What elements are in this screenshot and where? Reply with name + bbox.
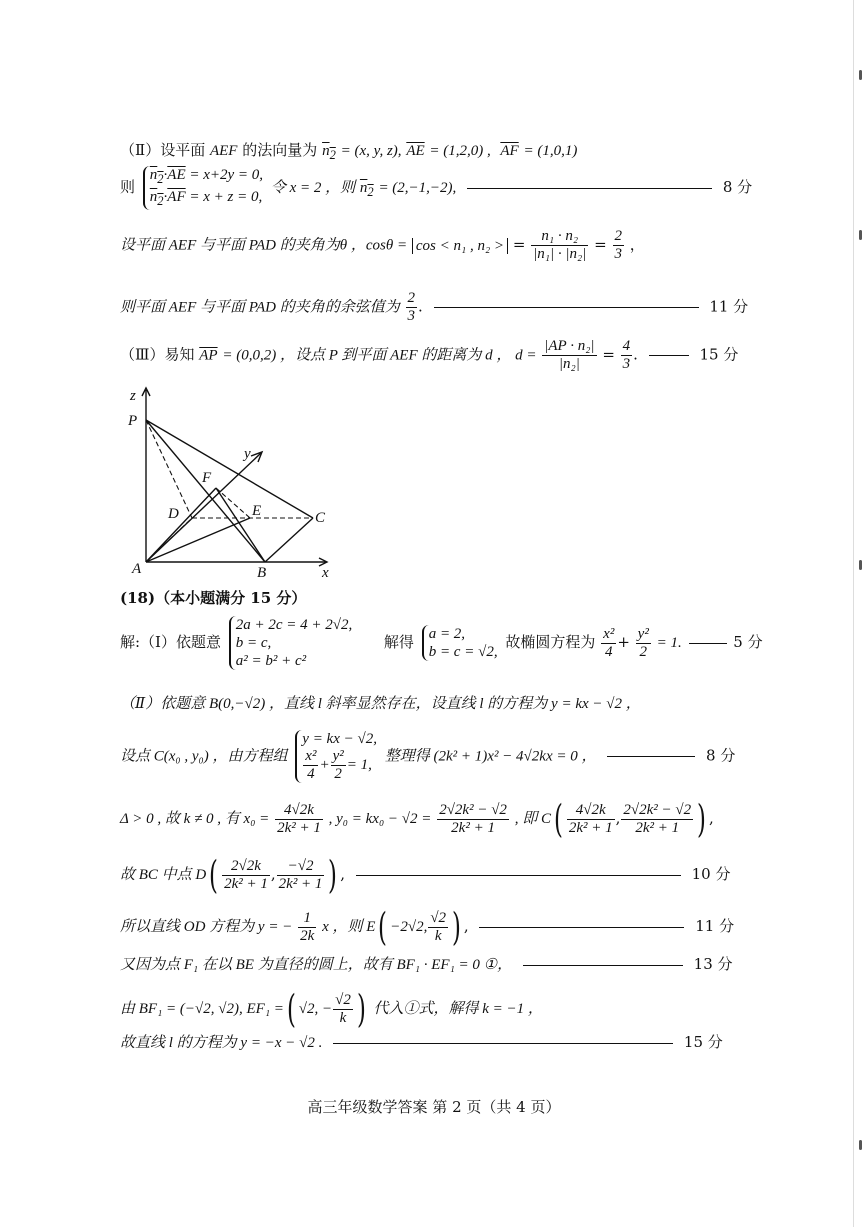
cos-fraction: $\frac{\text{n₁ · n₂}}{\text{|n₁| · |n₂|}}$ <box>533 228 587 262</box>
label-a: A <box>132 561 142 577</box>
condition-system: 2a + 2c = 4 + 2√2, b = c, a² = b² + c² <box>229 616 353 670</box>
pyramid-figure <box>118 380 348 580</box>
score: 11 分 <box>695 917 735 935</box>
ap-text: = (0,0,2) ，设点 P 到平面 AEF 的距离为 d ， d = <box>222 347 537 364</box>
label-y: y <box>244 446 251 462</box>
score: 8 分 <box>706 746 736 765</box>
label-x: x <box>322 565 329 580</box>
part2-line4: 则平面 AEF 与平面 PAD 的夹角的余弦值为 $\frac{2}{3}$ . 11 分 <box>120 290 749 324</box>
label-z: z <box>130 388 136 404</box>
page-edge <box>853 0 868 1227</box>
af-vector: = (1,0,1) <box>523 143 578 159</box>
label-f: F <box>202 470 212 486</box>
equation-system: $n_2\cdot\overline{AE} = x+2y = 0$, $n_2\cdot\overline{AF} = x + z = 0$, <box>143 166 263 210</box>
cosine-text: 则平面 AEF 与平面 PAD 的夹角的余弦值为 <box>120 299 400 316</box>
score: 11 分 <box>709 297 749 316</box>
label-e: E <box>252 503 262 519</box>
solution-system: a = 2, b = c = √2, <box>422 625 498 661</box>
part2-line3: 设平面 AEF 与平面 PAD 的夹角为θ ，cosθ = cos < n₁ , n₂ > = $\frac{\text{n₁ · n₂}}{\text{|n₁| · |n₂|}}$ = $\frac{2}{3}$ ， <box>120 228 645 262</box>
text: 则 <box>120 178 136 196</box>
q18-circle: 又因为点 F₁ 在以 BE 为直径的圆上，故有 BF₁ · EF₁ = 0 ①， 13 分 <box>120 955 733 973</box>
q18-part1: 解:（Ⅰ）依题意 2a + 2c = 4 + 2√2, b = c, a² = b² + c² 解得 a = 2, b = c = √2, 故椭圆方程为 $\frac{\text{x²}}{4}$ + $\frac{\text{y²}}{2}$ = 1. 5 分 <box>120 617 763 669</box>
page-footer: 高三年级数学答案 第 2 页（共 4 页） <box>307 1098 561 1116</box>
cos-inner: cos < n₁ , n₂ > <box>412 238 508 254</box>
part3-line: （Ⅲ）易知 $\overline{AP} = (0,0,2)$ ，设点 P 到平面 AEF 的距离为 d ， d = $\frac{\text{|AP · n₂|}}{\text{|n₂|}}$ = $\frac{4}{3}$ . 15 分 <box>120 338 739 372</box>
q18-substitute: 由 BF₁ = (−√2, √2), EF₁ =( √2, − $\frac{√2}{k}$ ) 代入①式，解得 k = −1 ， <box>120 987 543 1031</box>
q18-delta: Δ > 0 , 故 k ≠ 0 , 有 x₀ = $\frac{4√2k}{\text{2k² + 1}}$ , y₀ = kx₀ − √2 = $\frac{\text{2√2k² − √2}}{\text{2k² + 1}}$ , 即 C( $\frac{4√2k}{\text{2k² + 1}}$ , $\frac{\text{2√2k² − √2}}{\text{2k² + 1}}$ ) , <box>120 797 714 841</box>
score: 15 分 <box>699 345 739 364</box>
q18-final: 故直线 l 的方程为 y = −x − √2 . 15 分 <box>120 1033 723 1051</box>
q18-heading: (18)（本小题满分 15 分） <box>120 589 307 607</box>
score: 5 分 <box>733 633 763 651</box>
q18-od: 所以直线 OD 方程为 y = − $\frac{1}{2k}$ x ，则 E( −2√2, $\frac{√2}{k}$ ) , 11 分 <box>120 905 735 949</box>
n2-value: = (2,−1,−2), <box>378 180 457 196</box>
label-c: C <box>315 510 326 526</box>
part2-line1: （Ⅱ）设平面 AEF 的法向量为 $n_2 = (x$, y, z), $\overline{AE} = (1,2,0)$ , $\overline{AF} = (1,0,1)$ <box>120 141 578 162</box>
text: （Ⅱ）设平面 <box>120 141 206 159</box>
line-ellipse-system: y = kx − √2, $\frac{\text{x²}}{4}$ + $\frac{\text{y²}}{2}$ = 1, <box>295 730 377 783</box>
score: 10 分 <box>691 865 731 883</box>
label-b: B <box>257 565 267 580</box>
label-p: P <box>128 413 138 429</box>
let-x: 令 x = 2 ，则 <box>270 180 356 196</box>
plane-name: AEF <box>209 143 238 159</box>
q18-midpoint: 故 BC 中点 D( $\frac{2√2k}{\text{2k² + 1}}$ , $\frac{-√2}{\text{2k² + 1}}$ ) , 10 分 <box>120 853 731 897</box>
score: 8 分 <box>722 178 753 196</box>
normal-vector-eq: = (x, y, z), <box>340 143 402 159</box>
angle-text: 设平面 AEF 与平面 PAD 的夹角为θ ，cosθ = <box>120 237 408 254</box>
score: 15 分 <box>683 1033 723 1051</box>
q18-setC: 设点 C(x₀ , y₀) ，由方程组 y = kx − √2, $\frac{\text{x²}}{4}$ + $\frac{\text{y²}}{2}$ = 1, 整理得 (2k² + 1)x² − 4√2kx = 0 ， 8 分 <box>120 731 736 782</box>
part2-line2: 则 $n_2\cdot\overline{AE} = x+2y = 0$, $n_2\cdot\overline{AF} = x + z = 0$, 令 x = 2 ，则 $n_2 = (2,-1,-2)$, 8 分 <box>120 167 753 208</box>
text: 的法向量为 <box>242 141 318 159</box>
label-d: D <box>168 506 179 522</box>
ae-vector: = (1,2,0) , <box>429 143 491 159</box>
q18-part2-intro: （Ⅱ）依题意 B(0,−√2) ，直线 l 斜率显然存在，设直线 l 的方程为 y = kx − √2 ， <box>120 696 641 712</box>
score: 13 分 <box>693 955 733 973</box>
